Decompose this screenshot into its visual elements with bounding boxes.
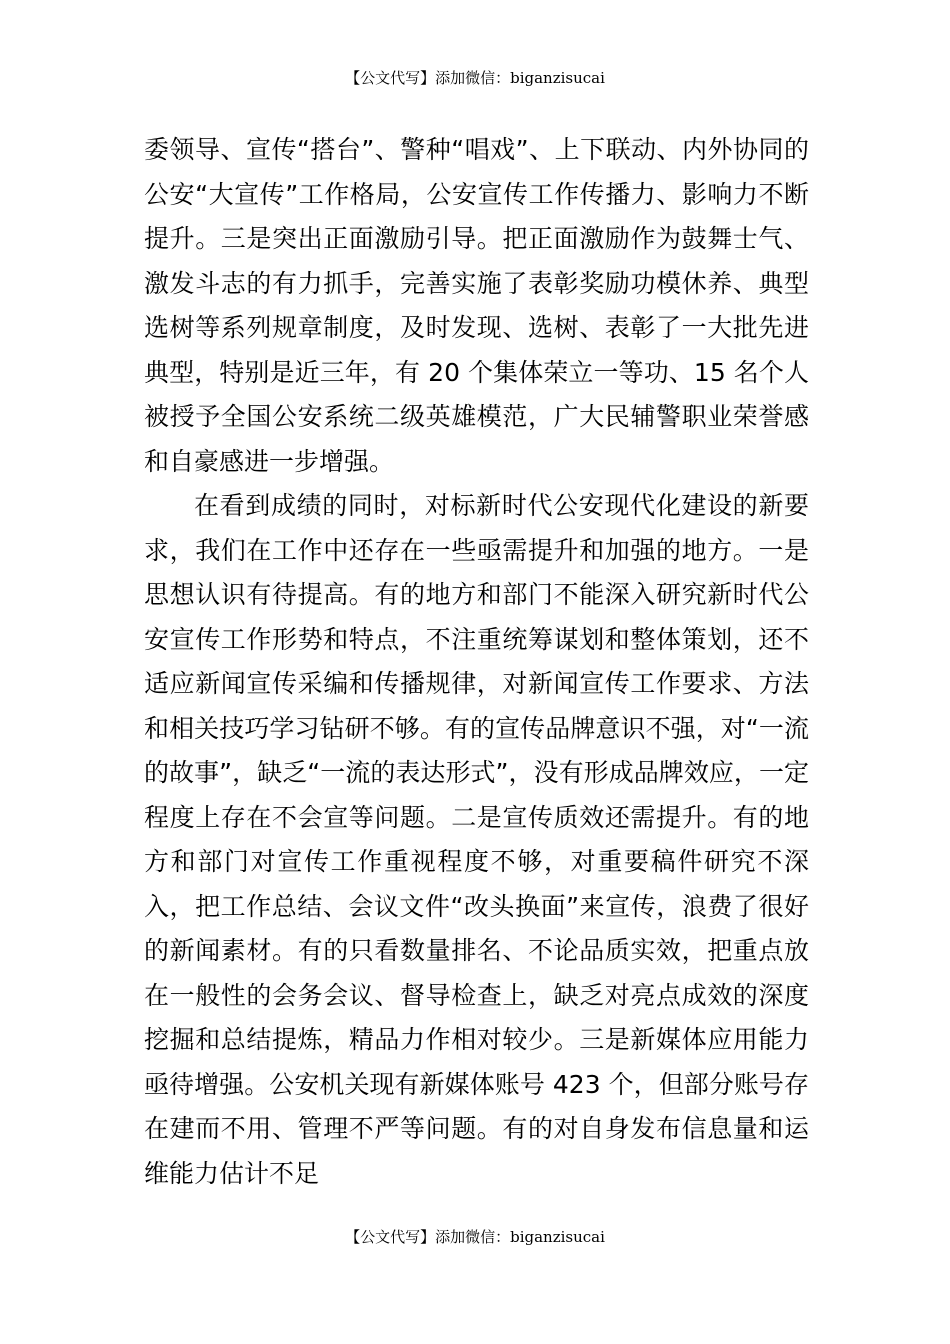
page-footer-watermark: 【公文代写】添加微信：biganzisucai bbox=[345, 1228, 605, 1246]
paragraph-shortcomings: 在看到成绩的同时，对标新时代公安现代化建设的新要求，我们在工作中还存在一些亟需提升和加强的地方。一是思想认识有待提高。有的地方和部门不能深入研究新时代公安宣传工作形势和特点，不注重统筹谋划和整体策划，还不适应新闻宣传采编和传播规律，对新闻宣传工作要求、方法和相关技巧学习钻研不够。有的宣传品牌意识不强，对“一流的故事”，缺乏“一流的表达形式”，没有形成品牌效应，一定程度上存在不会宣等问题。二是宣传质效还需提升。有的地方和部门对宣传工作重视程度不够，对重要稿件研究不深入，把工作总结、会议文件“改头换面”来宣传，浪费了很好的新闻素材。有的只看数量排名、不论品质实效，把重点放在一般性的会务会议、督导检查上，缺乏对亮点成效的深度挖掘和总结提炼，精品力作相对较少。三是新媒体应用能力亟待增强。公安机关现有新媒体账号 423 个，但部分账号存在建而不用、管理不严等问题。有的对自身发布信息量和运维能力估计不足 bbox=[144, 491, 809, 1188]
paragraph-continued: 委领导、宣传“搭台”、警种“唱戏”、上下联动、内外协同的公安“大宣传”工作格局，公安宣传工作传播力、影响力不断提升。三是突出正面激励引导。把正面激励作为鼓舞士气、激发斗志的有力抓手，完善实施了表彰奖励功模休养、典型选树等系列规章制度，及时发现、选树、表彰了一大批先进典型，特别是近三年，有 20 个集体荣立一等功、15 名个人被授予全国公安系统二级英雄模范，广大民辅警职业荣誉感和自豪感进一步增强。 bbox=[144, 135, 809, 476]
document-body bbox=[144, 128, 809, 1196]
page-header-watermark: 【公文代写】添加微信：biganzisucai bbox=[345, 69, 605, 87]
